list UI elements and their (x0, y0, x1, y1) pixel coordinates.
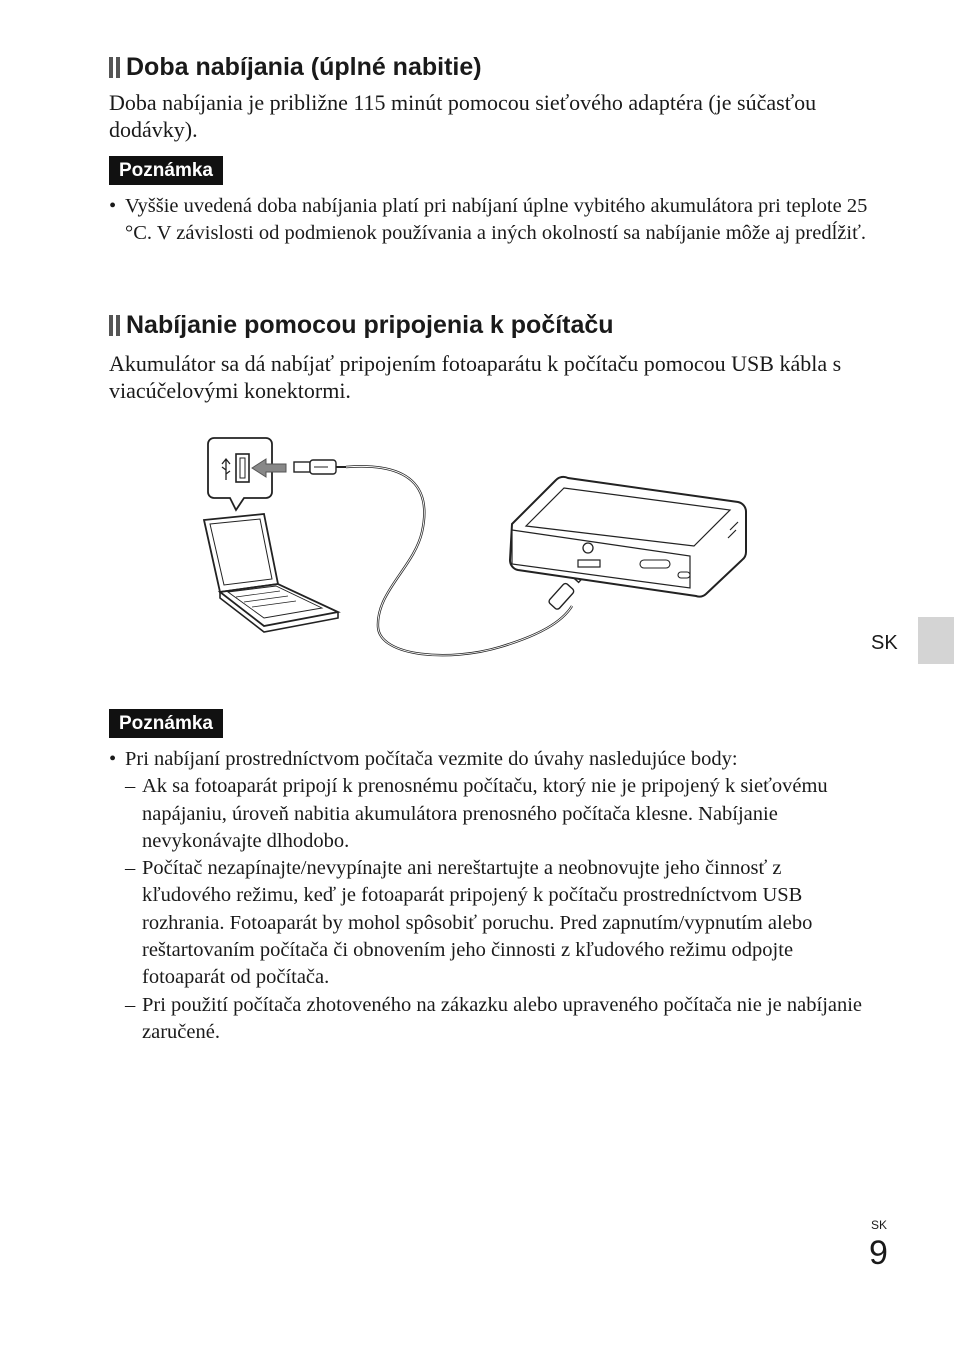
page-language-code: SK (871, 1218, 888, 1232)
note-label: Poznámka (109, 156, 223, 185)
note-item: • Pri nabíjaní prostredníctvom počítača vezmite do úvahy nasledujúce body: (109, 746, 869, 773)
note-list (109, 746, 869, 1046)
note-item: • Vyššie uvedená doba nabíjania platí pri nabíjaní úplne vybitého akumulátora pri teplote 25 °C. V závislosti od podmienok používania a iných okolností sa nabíjanie môže aj predĺžiť. (109, 193, 869, 248)
language-tab-label: SK (871, 632, 898, 654)
paragraph-pc-charging: Akumulátor sa dá nabíjať pripojením fotoaparátu k počítaču pomocou USB kábla s viacúčelovými konektormi. (109, 351, 842, 403)
note-subitem: – Ak sa fotoaparát pripojí k prenosnému počítaču, ktorý nie je pripojený k sieťovému napájaniu, úroveň nabitia akumulátora prenosného počítača klesne. Nabíjanie nevykonávajte dlhodobo. (109, 773, 869, 855)
camera-icon (510, 477, 746, 597)
note-list (109, 193, 869, 248)
heading-marker-icon (109, 315, 120, 336)
heading-text: Doba nabíjania (úplné nabitie) (126, 53, 482, 81)
laptop-icon (204, 514, 338, 632)
usb-charging-illustration (200, 432, 760, 664)
note-subitem: – Pri použití počítača zhotoveného na zákazku alebo upraveného počítača nie je nabíjanie zaručené. (109, 992, 869, 1047)
note-subitem: – Počítač nezapínajte/nevypínajte ani nereštartujte a neobnovujte jeho činnosť z kľudového režimu, keď je fotoaparát pripojený k počítaču prostredníctvom USB rozhrania. Fotoaparát by mohol spôsobiť poruchu. Pred zapnutím/vypnutím alebo reštartovaním počítača či obnovením jeho činnosti z kľudového režimu odpojte fotoaparát od počítača. (109, 855, 869, 991)
language-side-tab (918, 617, 954, 664)
paragraph-charging-time: Doba nabíjania je približne 115 minút pomocou sieťového adaptéra (je súčasťou dodávky). (109, 90, 817, 142)
note-label: Poznámka (109, 709, 223, 738)
heading-text: Nabíjanie pomocou pripojenia k počítaču (126, 311, 614, 339)
page-number: 9 (869, 1234, 888, 1272)
section-heading-pc-charging (109, 310, 614, 340)
heading-marker-icon (109, 57, 120, 78)
section-heading-charging-time (109, 52, 482, 82)
